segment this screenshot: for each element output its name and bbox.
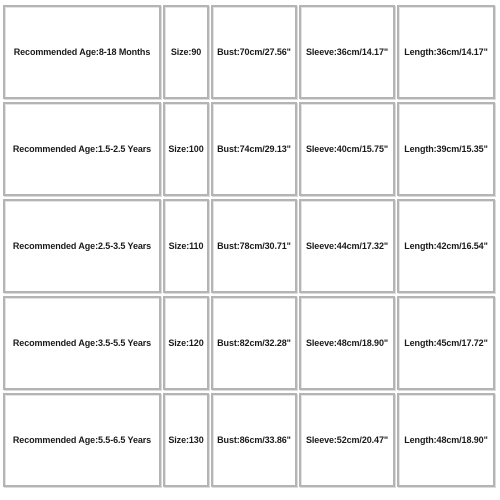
sleeve-cell: Sleeve:40cm/15.75" <box>299 102 395 196</box>
length-cell: Length:45cm/17.72" <box>397 296 495 390</box>
bust-cell: Bust:82cm/32.28" <box>211 296 297 390</box>
age-cell: Recommended Age:1.5-2.5 Years <box>3 102 161 196</box>
bust-cell: Bust:70cm/27.56" <box>211 5 297 99</box>
length-cell: Length:48cm/18.90" <box>397 393 495 487</box>
age-cell: Recommended Age:8-18 Months <box>3 5 161 99</box>
sleeve-cell: Sleeve:52cm/20.47" <box>299 393 395 487</box>
age-cell: Recommended Age:5.5-6.5 Years <box>3 393 161 487</box>
length-cell: Length:42cm/16.54" <box>397 199 495 293</box>
bust-cell: Bust:74cm/29.13" <box>211 102 297 196</box>
length-cell: Length:39cm/15.35" <box>397 102 495 196</box>
size-cell: Size:130 <box>163 393 209 487</box>
sleeve-cell: Sleeve:44cm/17.32" <box>299 199 395 293</box>
age-cell: Recommended Age:3.5-5.5 Years <box>3 296 161 390</box>
length-cell: Length:36cm/14.17" <box>397 5 495 99</box>
size-cell: Size:120 <box>163 296 209 390</box>
bust-cell: Bust:78cm/30.71" <box>211 199 297 293</box>
sleeve-cell: Sleeve:36cm/14.17" <box>299 5 395 99</box>
bust-cell: Bust:86cm/33.86" <box>211 393 297 487</box>
age-cell: Recommended Age:2.5-3.5 Years <box>3 199 161 293</box>
sleeve-cell: Sleeve:48cm/18.90" <box>299 296 395 390</box>
size-chart-table <box>3 5 497 495</box>
size-cell: Size:100 <box>163 102 209 196</box>
size-cell: Size:90 <box>163 5 209 99</box>
size-cell: Size:110 <box>163 199 209 293</box>
